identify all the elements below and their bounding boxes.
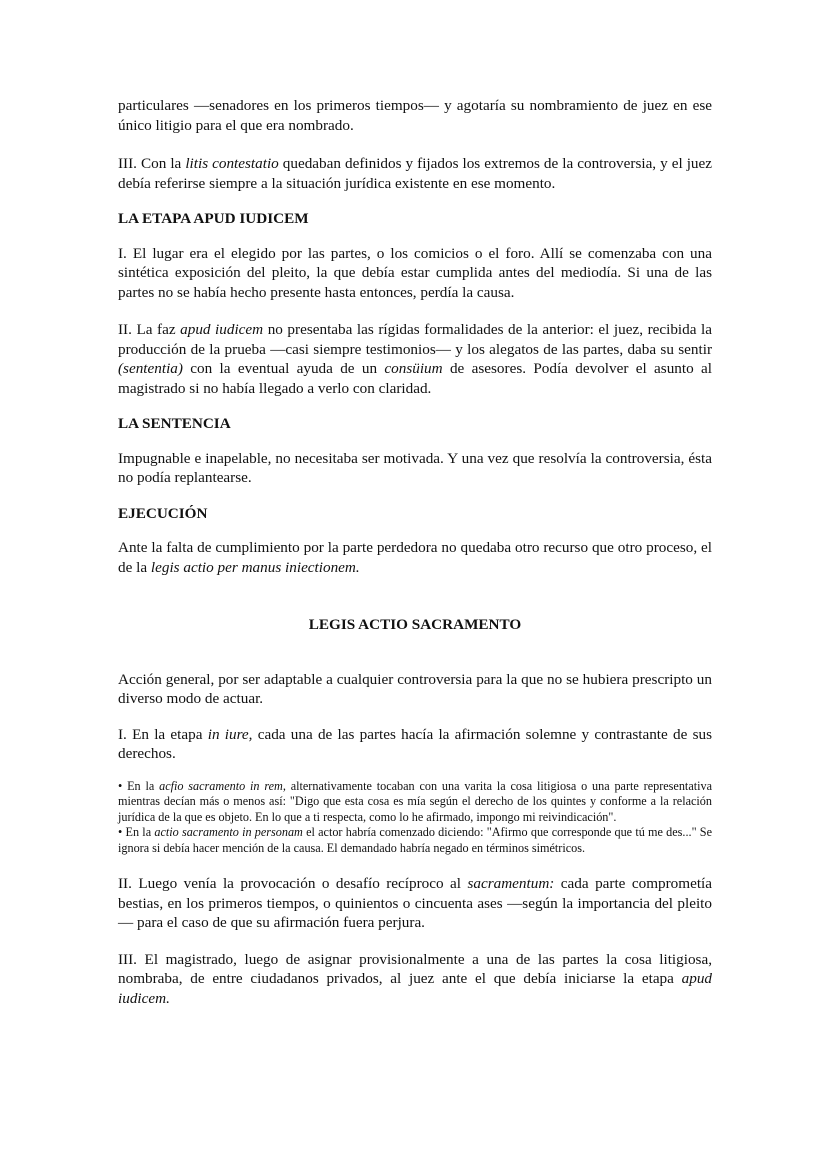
heading-etapa-apud-iudicem: LA ETAPA APUD IUDICEM	[118, 210, 309, 227]
heading-sentencia: LA SENTENCIA	[118, 415, 231, 432]
paragraph-magistrado: III. El magistrado, luego de asignar provisionalmente a una de las partes la cosa litigiosa, nombraba, de entre ciudadanos privados, al juez ante el que debía iniciarse la etapa apud iudicem.	[118, 950, 712, 1007]
bullet-glyph: •	[118, 778, 123, 793]
paragraph-litis-contestatio: III. Con la litis contestatio quedaban definidos y fijados los extremos de la controversia, y el juez debía referirse siempre a la situación jurídica existente en ese momento.	[118, 155, 713, 192]
document-page	[118, 96, 712, 1008]
bullet-sacramento-in-rem: • En la acfio sacramento in rem, alternativamente tocaban con una varita la cosa litigiosa o una parte representativa mientras decían más o menos así: "Digo que esta cosa es mía según el derecho de los quintes y conforme a la relación jurídica de la que es objeto. En lo que a ti respecta, como lo he afirmado, impongo mi reivindicación".	[118, 778, 712, 824]
paragraph-sentencia: Impugnable e inapelable, no necesitaba ser motivada. Y una vez que resolvía la controversia, ésta no podía replantearse.	[118, 449, 712, 486]
paragraph-faz-apud-iudicem: II. La faz apud iudicem no presentaba las rígidas formalidades de la anterior: el juez, recibida la producción de la prueba —casi siempre testimonios— y los alegatos de las partes, daba su sentir (sententia) con la eventual ayuda de un consüium de asesores. Podía devolver el asunto al magistrado si no había llegado a verlo con claridad.	[118, 321, 712, 397]
paragraph-accion-general: Acción general, por ser adaptable a cualquier controversia para la que no se hubiera prescripto un diverso modo de actuar.	[118, 670, 712, 707]
paragraph-etapa-in-iure: I. En la etapa in iure, cada una de las partes hacía la afirmación solemne y contrastante de sus derechos.	[118, 725, 712, 762]
paragraph-ejecucion: Ante la falta de cumplimiento por la parte perdedora no quedaba otro recurso que otro proceso, el de la legis actio per manus iniectionem.	[118, 539, 712, 576]
heading-legis-actio-sacramento: LEGIS ACTIO SACRAMENTO	[308, 616, 522, 633]
paragraph-particulares: particulares —senadores en los primeros tiempos— y agotaría su nombramiento de juez en ese único litigio para el que era nombrado.	[118, 97, 712, 134]
paragraph-provocacion: II. Luego venía la provocación o desafío recíproco al sacramentum: cada parte comprometía bestias, en los primeros tiempos, o quinientos o cincuenta ases —según la importancia del pleito— para el caso de que su afirmación fuera perjura.	[118, 875, 712, 932]
bullet-sacramento-in-personam: • En la actio sacramento in personam el actor habría comenzado diciendo: "Afirmo que corresponde que tú me des..." Se ignora si debía hacer mención de la causa. El demandado habría negado en términos simétricos.	[118, 825, 712, 855]
heading-ejecucion: EJECUCIÓN	[118, 504, 208, 522]
bullet-glyph: •	[118, 825, 123, 840]
paragraph-lugar: I. El lugar era el elegido por las partes, o los comicios o el foro. Allí se comenzaba con una sintética exposición del pleito, la que debía estar cumplida antes del mediodía. Si una de las partes no se había hecho presente hasta entonces, perdía la causa.	[118, 244, 712, 301]
